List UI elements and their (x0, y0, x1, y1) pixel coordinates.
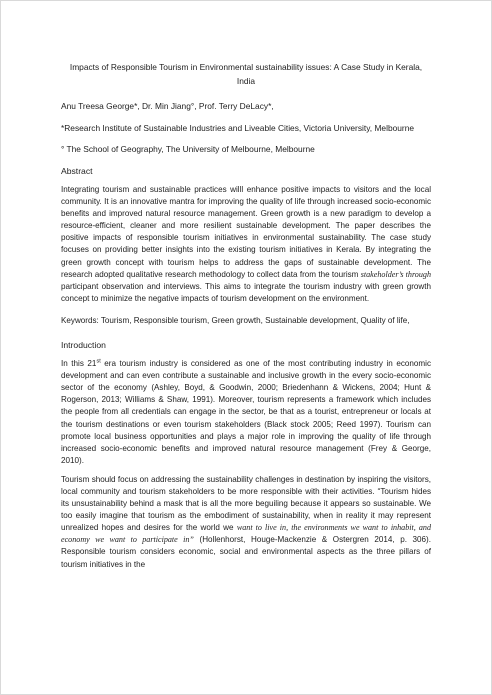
affiliation-2: ° The School of Geography, The University of Melbourne, Melbourne (61, 144, 315, 154)
intro-p1-text-1: In this 21 (61, 359, 97, 369)
introduction-paragraph-2 (61, 474, 431, 571)
abstract-text-1: Integrating tourism and sustainable practices willl enhance positive impacts to visitors and the local community. It is an innovative mantra for improving the quality of life through increased socio-economic benefits and improved natural resource management. Green growth is a new paradigm to develop a resource-efficient, cleaner and more resilient sustainable development. The paper describes the positive impacts of responsible tourism initiatives in environmental sustainability. The case study focuses on providing better insights into the existing tourism initiatives in Kerala. By integrating the green growth concept with tourism helps to address the gaps of sustainable development. The research adopted qualitative research methodology to collect data from the tourism (61, 185, 431, 279)
paper-title: Impacts of Responsible Tourism in Environmental sustainability issues: A Case Study in Kerala, India (69, 62, 423, 86)
abstract-text-2: participant observation and interviews. This aims to integrate the tourism industry with green growth concept to minimize the negative impacts of tourism development on the environment. (61, 281, 431, 303)
abstract-italic-text: stakeholder’s through (360, 269, 431, 279)
abstract-paragraph (61, 184, 431, 305)
introduction-heading: Introduction (61, 340, 106, 351)
intro-p2-text-1: Tourism should focus on addressing the sustainability challenges in destination by inspiring the visitors, local community and tourism stakeholders to be more responsible with their activities. “Tourism hides its unsustainability behind a mask that is all the more beguiling because it appears so sustainable. We too easily imagine that tourism as the embodiment of sustainability, when in reality it may represent unrealized hopes and desires for the world we (61, 474, 431, 533)
introduction-paragraph-1 (61, 358, 431, 467)
intro-p1-superscript: st (96, 358, 101, 365)
author-list: Anu Treesa George*, Dr. Min Jiang°, Prof. Terry DeLacy*, (61, 101, 274, 111)
abstract-heading: Abstract (61, 166, 93, 176)
intro-p2-quote-italic: want to live in, the environments we want to inhabit, and economy we want to participate in” (61, 523, 431, 545)
affiliation-1: *Research Institute of Sustainable Industries and Liveable Cities, Victoria University, Melbourne (61, 123, 415, 133)
keywords-line: Keywords: Tourism, Responsible tourism, Green growth, Sustainable development, Quality of life, (61, 315, 410, 325)
intro-p1-text-2: era tourism industry is considered as one of the most contributing industry in economic development and can even contribute a sustainable and inclusive growth in the every socio-economic sector of the economy (Ashley, Boyd, & Goodwin, 2000; Briedenhann & Wickens, 2004; Hunt & Rogerson, 2013; Williams & Shaw, 1991). Moreover, tourism represents a framework which includes the people from all credentials can engage in the sector, be that as a tourist, entrepreneur or locals at the tourism destinations or even tourism stakeholders (Black stock 2005; Reed 1997). Tourism can promote local business opportunities and plays a major role in improving the quality of life through increased socio-economic benefits and improved natural resource management (Frey & George, 2010). (61, 359, 431, 465)
intro-p2-text-2: (Hollenhorst, Houge-Mackenzie & Ostergren 2014, p. 306). Responsible tourism considers economic, social and environmental aspects as the three pillars of tourism initiatives in the (61, 535, 431, 569)
